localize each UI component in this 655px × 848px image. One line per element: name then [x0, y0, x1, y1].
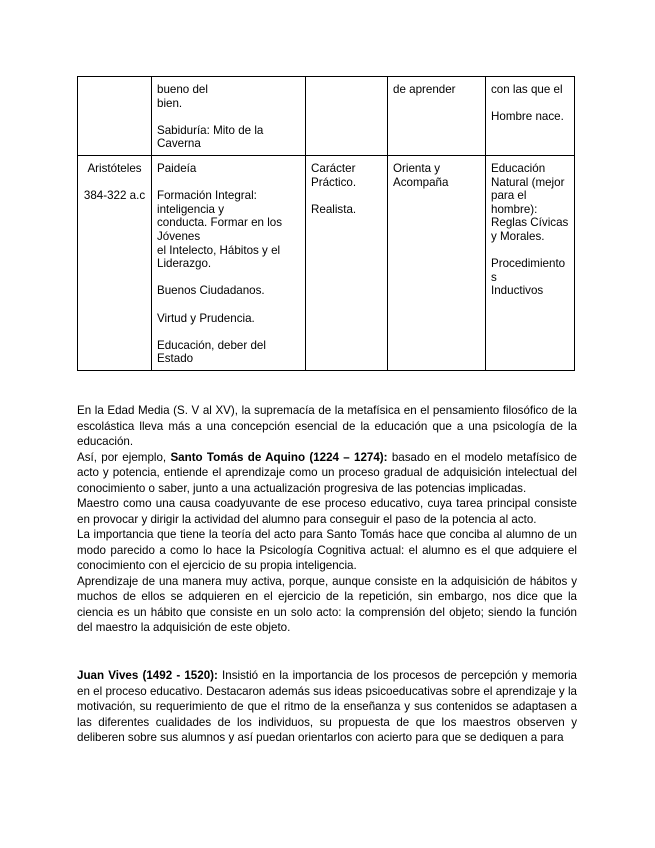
cell-line: Jóvenes	[157, 229, 201, 243]
paragraph: La importancia que tiene la teoría del acto para Santo Tomás hace que conciba al alumno de un modo parecido a como lo hace la Psicología Cognitiva actual: el alumno es el que adquiere el conocimiento con el ejercicio de su propia inteligencia.	[77, 528, 577, 572]
cell-line: Formación Integral:	[157, 189, 257, 203]
cell-line	[157, 271, 300, 285]
table-cell	[388, 77, 486, 156]
cell-line	[157, 298, 300, 312]
paragraph	[77, 668, 577, 746]
cell-line: Virtud y Prudencia.	[157, 311, 255, 325]
cell-line	[491, 97, 569, 111]
cell-line: Paideía	[157, 161, 197, 175]
table-cell	[152, 155, 306, 370]
cell-line	[157, 110, 300, 124]
cell-line: el Intelecto, Hábitos y el	[157, 243, 281, 257]
table-cell	[486, 155, 575, 370]
cell-line: Orienta y	[393, 161, 441, 175]
cell-line	[157, 176, 300, 190]
table-cell	[78, 77, 152, 156]
cell-line: Educación	[491, 161, 546, 175]
cell-line: Acompaña	[393, 175, 449, 189]
cell-line: Estado	[157, 352, 194, 366]
cell-line: Hombre nace.	[491, 110, 564, 124]
cell-line: conducta. Formar en los	[157, 216, 283, 230]
cell-line: s	[491, 270, 497, 284]
cell-line: Buenos Ciudadanos.	[157, 284, 265, 298]
table-row	[78, 77, 575, 156]
cell-line: Caverna	[157, 137, 201, 151]
cell-line	[491, 244, 569, 258]
cell-line: bueno del	[157, 83, 208, 96]
text-span: Así, por ejemplo,	[77, 450, 171, 464]
cell-line: inteligencia y	[157, 202, 225, 216]
bold-heading: Santo Tomás de Aquino (1224 – 1274):	[170, 450, 388, 464]
table-row	[78, 155, 575, 370]
cell-line: Práctico.	[311, 175, 357, 189]
table-cell	[388, 155, 486, 370]
bold-heading: Juan Vives (1492 - 1520):	[77, 669, 218, 682]
cell-line: Aristóteles	[87, 161, 142, 175]
table-cell	[486, 77, 575, 156]
cell-line: 384-322 a.c	[83, 189, 146, 203]
cell-line: Natural (mejor	[491, 175, 565, 189]
text-span: Insistió en la importancia de los procesos de percepción y memoria en el proceso educativo. Destacaron además sus ideas psicoeducativas sobre el aprendizaje y la motivación, su requerimiento de que el ritmo de la enseñanza y sus contenidos se adaptasen a las diferentes cualidades de los individuos, su propuesta de que los maestros observen y deliberen sobre sus alumnos y así puedan orientarlos con acierto para que se dediquen a para	[77, 669, 577, 744]
cell-line: Reglas Cívicas	[491, 216, 569, 230]
table-cell	[78, 155, 152, 370]
cell-line: Liderazgo.	[157, 257, 212, 271]
table-cell	[152, 77, 306, 156]
table-cell	[306, 77, 388, 156]
cell-line: con las que el	[491, 83, 563, 96]
cell-line: y Morales.	[491, 229, 545, 243]
cell-line: Inductivos	[491, 284, 544, 298]
text-span: basado en el modelo metafísico de acto y potencia, entiende el aprendizaje como un proceso gradual de adquisición intelectual del conocimiento o saber, junto a una actualización progresiva de las potencias implicadas.	[77, 450, 577, 495]
paragraph: Aprendizaje de una manera muy activa, porque, aunque consiste en la adquisición de hábitos y muchos de ellos se adquieren en el ejercicio de la repetición, sin embargo, nos dice que la ciencia es un hábito que consiste en un solo acto: la comprensión del objeto; siendo la función del maestro la adquisición de este objeto.	[77, 574, 577, 634]
cell-line	[311, 189, 382, 203]
cell-line: bien.	[157, 96, 183, 110]
philosophers-table	[77, 76, 575, 371]
body-section-middle-ages	[77, 403, 577, 636]
cell-line: Realista.	[311, 202, 357, 216]
cell-line: de aprender	[393, 83, 456, 96]
cell-line	[157, 325, 300, 339]
cell-line: para el	[491, 189, 527, 203]
paragraph	[77, 450, 577, 497]
cell-line	[83, 176, 146, 190]
cell-line: Educación, deber del	[157, 338, 266, 352]
paragraph: En la Edad Media (S. V al XV), la supremacía de la metafísica en el pensamiento filosófico de la escolástica lleva más a una concepción esencial de la educación que a una psicología de la educación.	[77, 404, 577, 448]
table-cell	[306, 155, 388, 370]
cell-line: Sabiduría: Mito de la	[157, 123, 264, 137]
paragraph: Maestro como una causa coadyuvante de ese proceso educativo, cuya tarea principal consiste en provocar y dirigir la actividad del alumno para conseguir el paso de la potencia al acto.	[77, 497, 577, 526]
cell-line: Carácter	[311, 161, 356, 175]
body-section-vives	[77, 668, 577, 746]
cell-line: hombre):	[491, 202, 538, 216]
cell-line: Procedimiento	[491, 257, 566, 271]
